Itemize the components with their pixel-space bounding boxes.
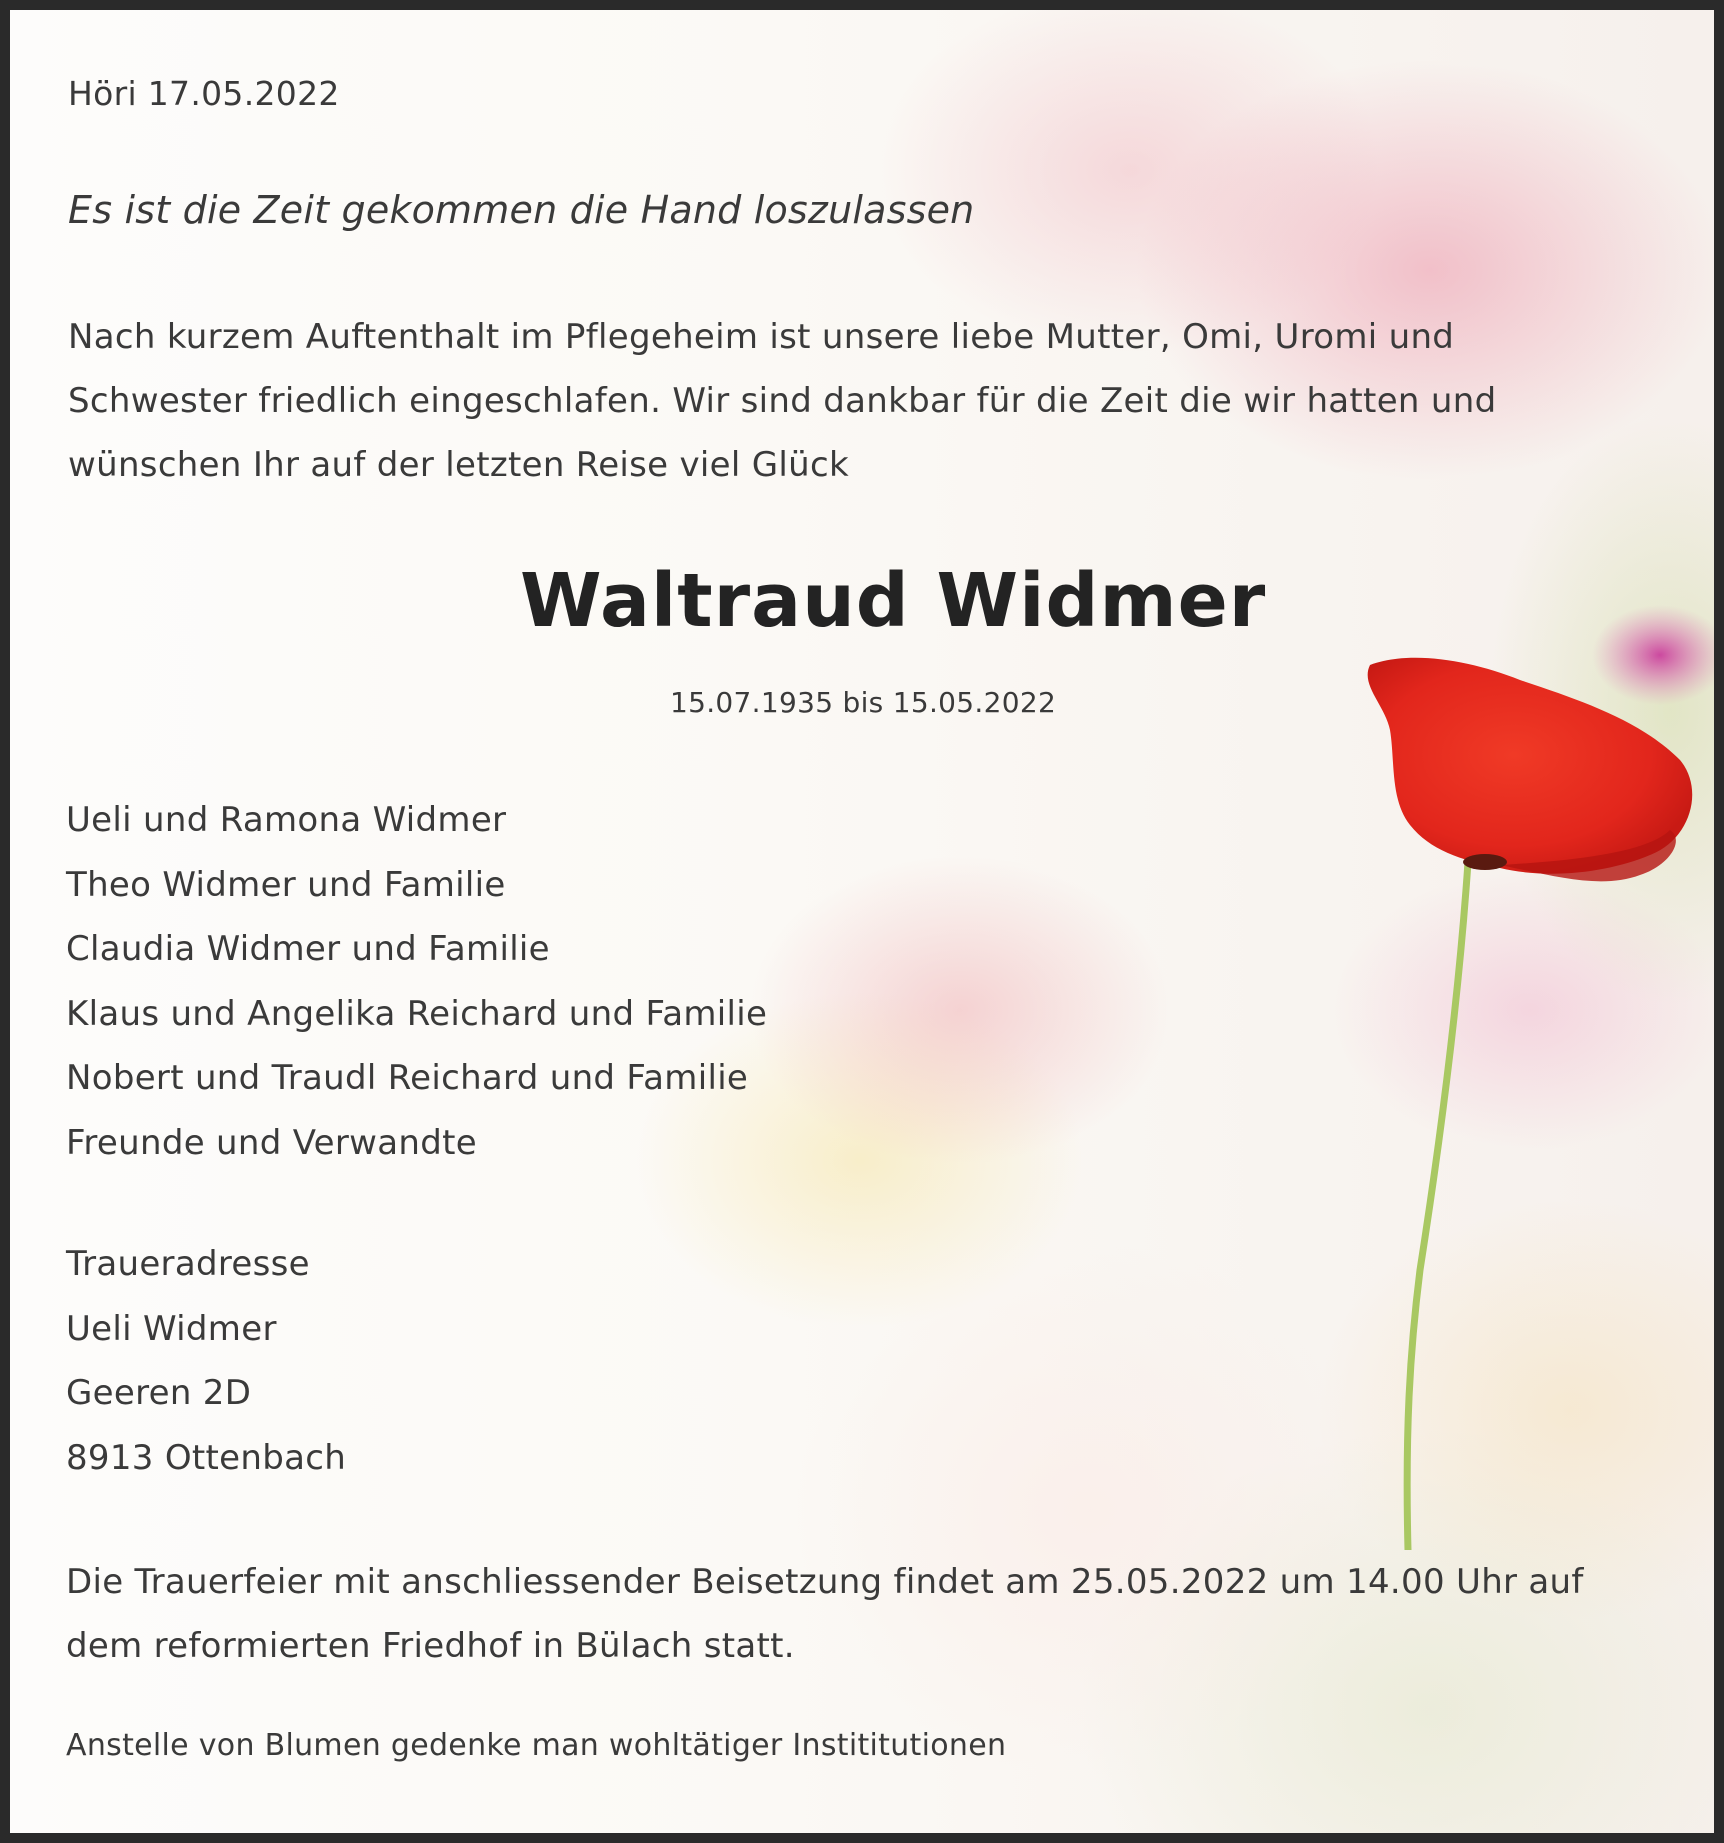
mourner-entry: Claudia Widmer und Familie [66,929,550,969]
red-poppy-image [1350,650,1710,1550]
motto-line: Es ist die Zeit gekommen die Hand loszulassen [68,188,975,232]
intro-line: Schwester friedlich eingeschlafen. Wir sind dankbar für die Zeit die wir hatten und [68,381,1497,421]
intro-line: wünschen Ihr auf der letzten Reise viel Glück [68,445,849,485]
intro-line: Nach kurzem Auftenthalt im Pflegeheim ist unsere liebe Mutter, Omi, Uromi und [68,317,1455,357]
place-and-date: Höri 17.05.2022 [68,74,340,113]
service-line: Die Trauerfeier mit anschliessender Beisetzung findet am 25.05.2022 um 14.00 Uhr auf [66,1562,1584,1602]
mourner-entry: Klaus und Angelika Reichard und Familie [66,993,768,1034]
address-street: Geeren 2D [66,1373,252,1413]
mourner-entry: Freunde und Verwandte [66,1122,477,1163]
funeral-service-info [66,1550,1584,1678]
mourner-entry: Nobert und Traudl Reichard und Familie [66,1058,749,1098]
mourners-list [66,788,767,1175]
life-dates: 15.07.1935 bis 15.05.2022 [670,686,1057,719]
obituary-notice [10,10,1714,1833]
mourning-address [66,1232,346,1490]
deceased-name: Waltraud Widmer [520,558,1267,644]
intro-paragraph [68,305,1628,497]
service-line: dem reformierten Friedhof in Bülach statt. [66,1626,795,1666]
address-city: 8913 Ottenbach [66,1437,347,1478]
mourner-entry: Theo Widmer und Familie [66,864,506,905]
address-name: Ueli Widmer [66,1308,277,1349]
mourner-entry: Ueli und Ramona Widmer [66,800,507,840]
donation-note: Anstelle von Blumen gedenke man wohltätiger Instititutionen [66,1728,1007,1763]
address-heading: Traueradresse [66,1244,310,1284]
